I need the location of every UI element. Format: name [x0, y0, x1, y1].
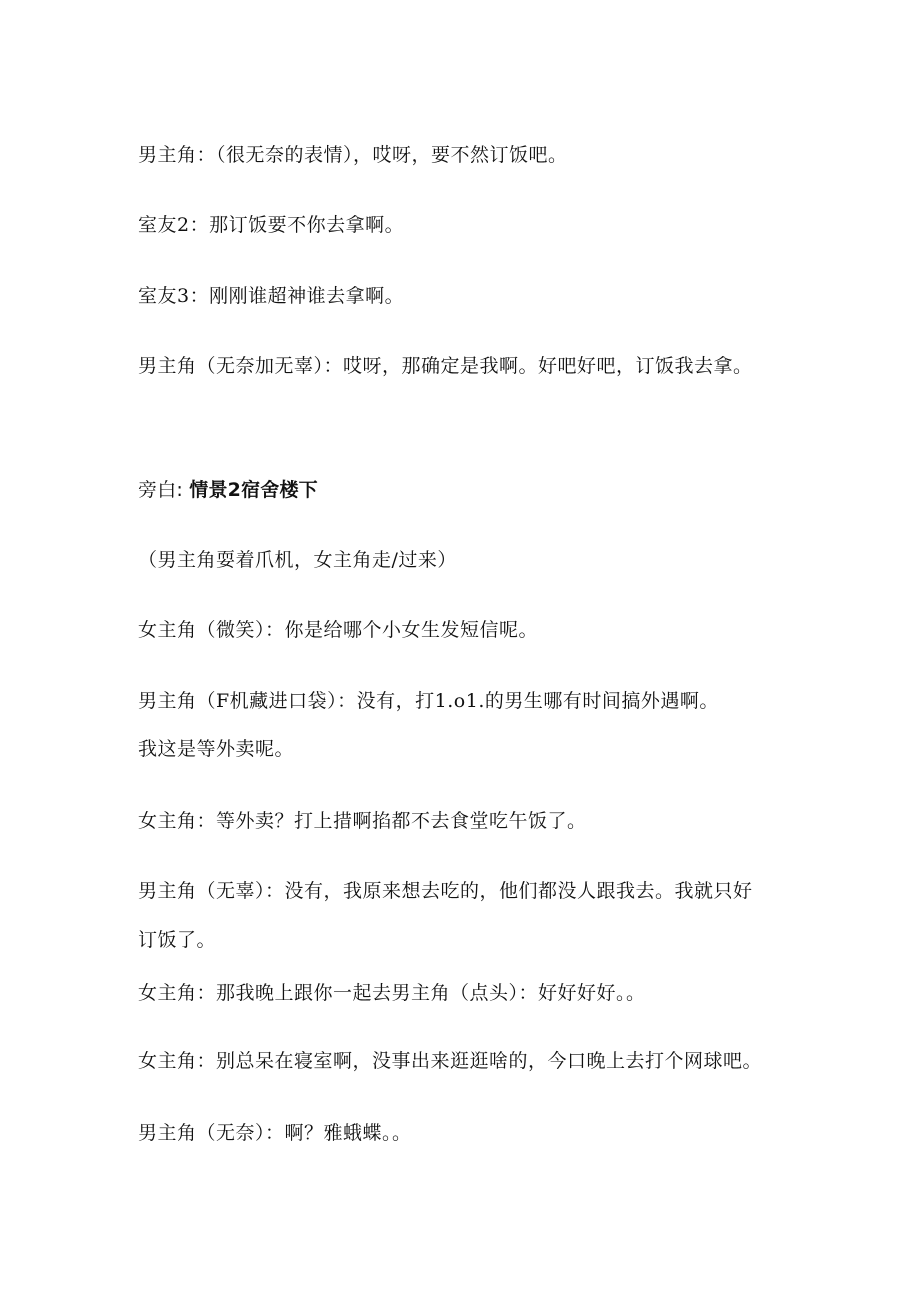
dialogue-line: 男主角：（很无奈的表情），哎呀，要不然订饭吧。: [138, 144, 568, 166]
dialogue-line: 室友2：那订饭要不你去拿啊。: [138, 214, 405, 236]
dialogue-line: 女主角：那我晚上跟你一起去男主角（点头）：好好好好。。: [138, 982, 646, 1004]
dialogue-line: 女主角（微笑）：你是给哪个小女生发短信呢。: [138, 619, 539, 641]
heading-title: 情景2宿舍楼下: [189, 479, 318, 501]
scene-heading: [138, 478, 318, 502]
dialogue-line: 男主角（无奈）：啊？雅蛾蝶。。: [138, 1122, 412, 1144]
dialogue-line: 男主角（无辜）：没有，我原来想去吃的，他们都没人跟我去。我就只好: [138, 880, 753, 902]
dialogue-line: 男主角（F机藏进口袋）：没有，打1.o1.的男生哪有时间搞外遇啊。: [138, 690, 719, 712]
dialogue-line: 男主角（无奈加无辜）：哎呀，那确定是我啊。好吧好吧，订饭我去拿。: [138, 355, 753, 377]
dialogue-line: 女主角：等外卖？打上措啊掐都不去食堂吃午饭了。: [138, 810, 587, 832]
dialogue-line: 我这是等外卖呢。: [138, 738, 295, 760]
dialogue-line: 室友3：刚刚谁超神谁去拿啊。: [138, 285, 405, 307]
stage-direction: （男主角耍着爪机，女主角走/过来）: [138, 549, 457, 571]
heading-prefix: 旁白: [138, 479, 177, 501]
dialogue-line: 订饭了。: [138, 929, 217, 951]
dialogue-line: 女主角：别总呆在寝室啊，没事出来逛逛啥的，今口晚上去打个网球吧。: [138, 1050, 763, 1072]
heading-separator: :: [176, 479, 184, 501]
